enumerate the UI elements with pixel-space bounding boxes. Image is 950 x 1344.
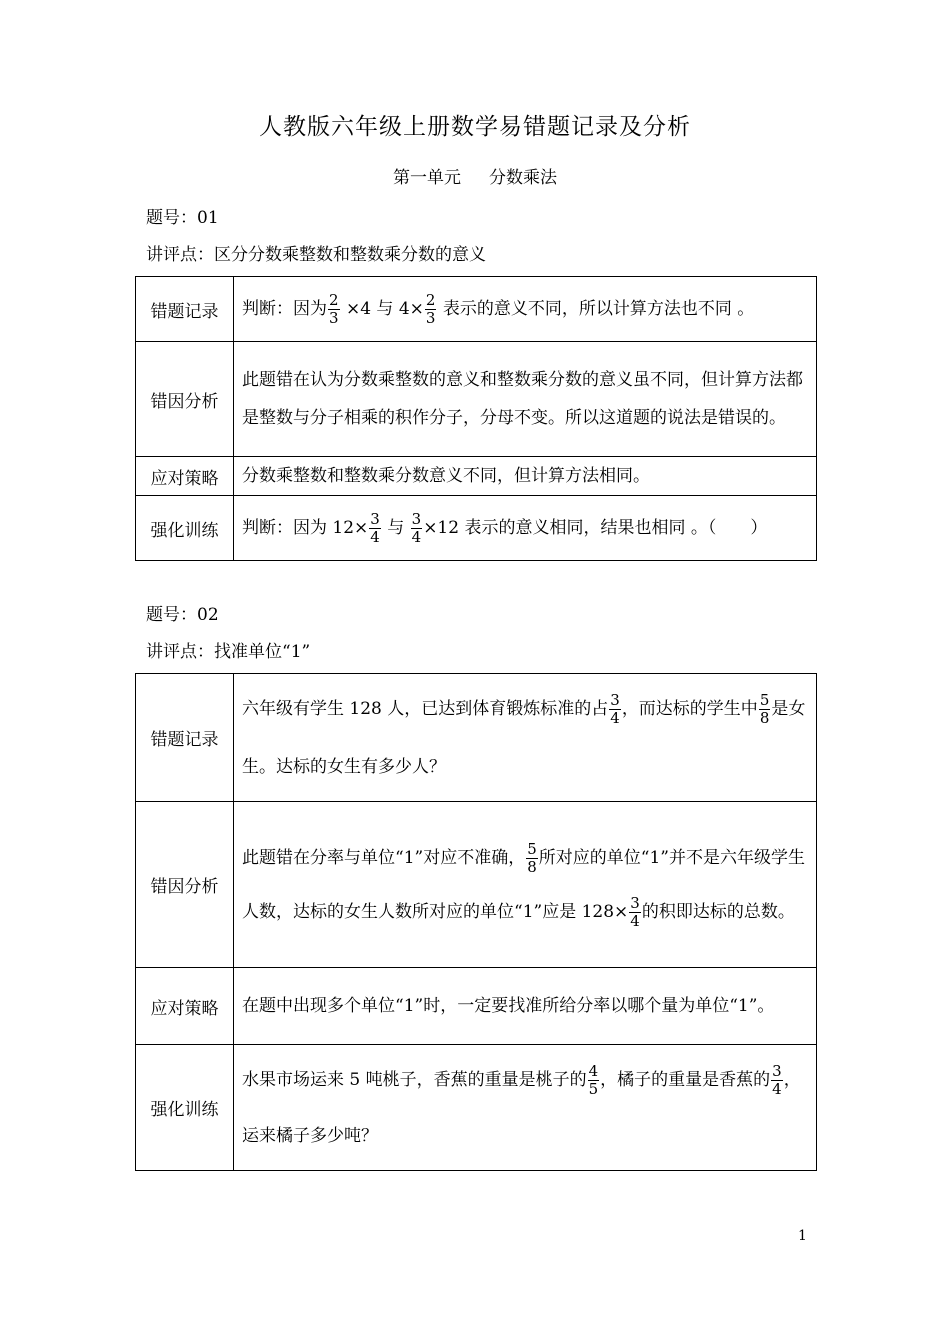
record-content bbox=[234, 277, 817, 342]
record-content bbox=[234, 674, 817, 802]
analysis-content: 此题错在认为分数乘整数的意义和整数乘分数的意义虽不同，但计算方法都是整数与分子相乘的积作分子，分母不变。所以这道题的说法是错误的。 bbox=[234, 342, 817, 457]
text-segment: 六年级有学生 128 人，已达到体育锻炼标准的占 bbox=[242, 698, 609, 719]
numerator: 5 bbox=[527, 839, 537, 858]
training-row bbox=[136, 1045, 817, 1171]
analysis-content bbox=[234, 802, 817, 968]
row-label-strategy: 应对策略 bbox=[136, 457, 234, 496]
numerator: 2 bbox=[329, 291, 339, 309]
unit-number: 第一单元 bbox=[393, 168, 461, 188]
denominator: 4 bbox=[411, 528, 422, 546]
denominator: 4 bbox=[630, 911, 640, 930]
strategy-content: 在题中出现多个单位“1”时，一定要找准所给分率以哪个量为单位“1”。 bbox=[234, 968, 817, 1045]
row-label-record: 错题记录 bbox=[136, 277, 234, 342]
denominator: 4 bbox=[772, 1079, 782, 1098]
denominator: 8 bbox=[527, 857, 537, 876]
denominator: 8 bbox=[759, 708, 770, 727]
row-label-training: 强化训练 bbox=[136, 496, 234, 561]
numerator: 3 bbox=[411, 510, 422, 528]
error-record-table-02 bbox=[135, 673, 817, 1171]
text-segment: 水果市场运来 5 吨桃子，香蕉的重量是桃子的 bbox=[242, 1069, 587, 1090]
denominator: 4 bbox=[610, 708, 620, 727]
text-segment: 是女生。达标的女生有多少人？ bbox=[242, 698, 806, 777]
text-segment: ×12 表示的意义相同，结果也相同 。（ ） bbox=[423, 518, 768, 538]
document-title: 人教版六年级上册数学易错题记录及分析 bbox=[259, 114, 691, 140]
fraction bbox=[759, 692, 771, 727]
numerator: 5 bbox=[759, 690, 770, 709]
strategy-row bbox=[136, 968, 817, 1045]
fraction bbox=[425, 292, 437, 327]
numerator: 3 bbox=[370, 510, 380, 528]
text-segment: ，橘子的重量是香蕉的 bbox=[600, 1069, 771, 1090]
analysis-row bbox=[136, 342, 817, 457]
review-point-01: 讲评点：区分分数乘整数和整数乘分数的意义 bbox=[146, 245, 486, 265]
page-number: 1 bbox=[798, 1228, 807, 1244]
text-segment: 判断：因为 bbox=[242, 299, 327, 319]
numerator: 3 bbox=[772, 1061, 782, 1080]
row-label-analysis: 错因分析 bbox=[136, 342, 234, 457]
text-segment: ，运来橘子多少吨？ bbox=[242, 1069, 801, 1146]
problem-number-02: 题号：02 bbox=[146, 605, 219, 625]
denominator: 3 bbox=[329, 309, 339, 327]
training-content bbox=[234, 1045, 817, 1171]
text-segment: 的积即达标的总数。 bbox=[641, 901, 795, 922]
fraction bbox=[609, 692, 621, 727]
row-label-training: 强化训练 bbox=[136, 1045, 234, 1171]
text-segment: ，而达标的学生中 bbox=[621, 698, 758, 719]
strategy-content: 分数乘整数和整数乘分数意义不同，但计算方法相同。 bbox=[234, 457, 817, 496]
unit-heading bbox=[0, 163, 950, 188]
analysis-row bbox=[136, 802, 817, 968]
text-segment: 判断：因为 12× bbox=[242, 518, 369, 538]
fraction bbox=[411, 511, 423, 546]
text-segment: 所对应的单位“1”并不是六年级学生人数，达标的女生人数所对应的单位“1”应是 128× bbox=[242, 847, 805, 922]
review-point-02: 讲评点：找准单位“1” bbox=[146, 642, 311, 662]
text-segment: ×4 与 4× bbox=[340, 299, 424, 319]
strategy-row bbox=[136, 457, 817, 496]
error-record-table-01 bbox=[135, 276, 817, 561]
fraction bbox=[771, 1063, 783, 1098]
text-segment: 与 bbox=[381, 518, 410, 538]
fraction bbox=[369, 511, 381, 546]
record-row bbox=[136, 674, 817, 802]
row-label-analysis: 错因分析 bbox=[136, 802, 234, 968]
fraction bbox=[629, 895, 641, 930]
denominator: 5 bbox=[588, 1079, 599, 1098]
text-segment: 表示的意义不同，所以计算方法也不同 。 bbox=[437, 299, 755, 319]
row-label-strategy: 应对策略 bbox=[136, 968, 234, 1045]
numerator: 3 bbox=[630, 893, 640, 912]
unit-name: 分数乘法 bbox=[489, 168, 557, 188]
fraction bbox=[588, 1063, 600, 1098]
numerator: 2 bbox=[425, 291, 436, 309]
row-label-record: 错题记录 bbox=[136, 674, 234, 802]
fraction bbox=[526, 841, 538, 876]
numerator: 3 bbox=[610, 690, 620, 709]
denominator: 3 bbox=[425, 309, 436, 327]
text-segment: 此题错在分率与单位“1”对应不准确， bbox=[242, 847, 526, 868]
denominator: 4 bbox=[370, 528, 380, 546]
problem-number-01: 题号：01 bbox=[146, 208, 219, 228]
training-row bbox=[136, 496, 817, 561]
record-row bbox=[136, 277, 817, 342]
numerator: 4 bbox=[588, 1061, 599, 1080]
fraction bbox=[328, 292, 340, 327]
training-content bbox=[234, 496, 817, 561]
